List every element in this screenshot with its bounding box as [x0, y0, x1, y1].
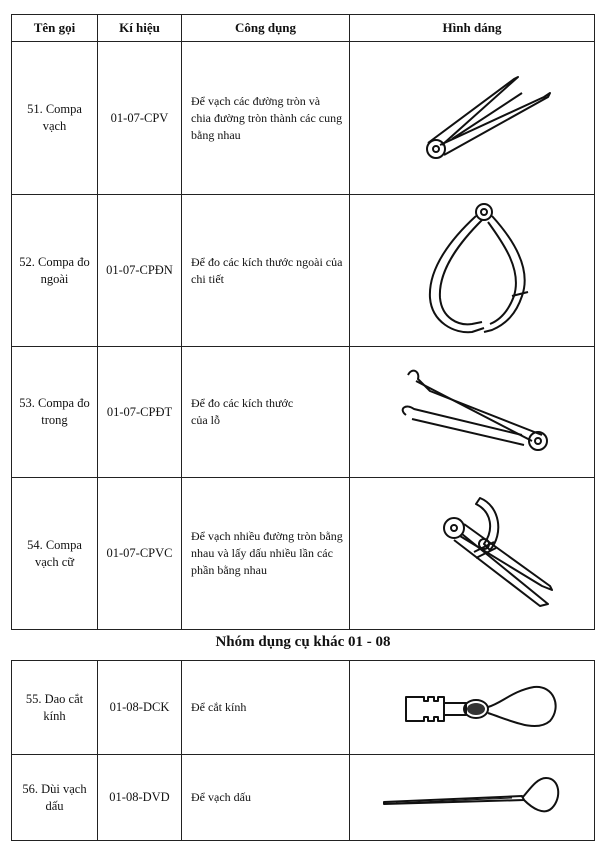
tool-name: 55. Dao cắt kính: [12, 661, 98, 755]
tool-use: Để vạch nhiều đường tròn bằng nhau và lấy dấu nhiều lần các phần bằng nhau: [182, 478, 350, 630]
scribing-compass-icon: [350, 42, 595, 195]
table-row: [12, 661, 595, 755]
scriber-awl-icon: [350, 755, 595, 841]
tool-name: 52. Compa đo ngoài: [12, 195, 98, 347]
tool-use: Để vạch dấu: [182, 755, 350, 841]
outside-caliper-icon: [350, 195, 595, 347]
tool-use: Để cắt kính: [182, 661, 350, 755]
wing-divider-icon: [350, 478, 595, 630]
table-row: [12, 755, 595, 841]
tool-code: 01-07-CPĐT: [98, 347, 182, 478]
tool-name: 56. Dùi vạch dấu: [12, 755, 98, 841]
header-shape: Hình dáng: [350, 15, 595, 42]
table-row: [12, 42, 595, 195]
tool-name: 53. Compa đo trong: [12, 347, 98, 478]
tool-use: Để đo các kích thước ngoài của chi tiết: [182, 195, 350, 347]
tool-code: 01-07-CPĐN: [98, 195, 182, 347]
glass-cutter-icon: [350, 661, 595, 755]
table-row: [12, 195, 595, 347]
tool-use: Để vạch các đường tròn và chia đường tròn thành các cung bằng nhau: [182, 42, 350, 195]
header-use: Công dụng: [182, 15, 350, 42]
header-name: Tên gọi: [12, 15, 98, 42]
inside-caliper-icon: [350, 347, 595, 478]
header-row: [12, 15, 595, 42]
group-title: Nhóm dụng cụ khác 01 - 08: [215, 634, 391, 650]
tool-code: 01-07-CPV: [98, 42, 182, 195]
table-row: [12, 478, 595, 630]
tools-table-01-07: [11, 14, 595, 630]
tool-name: 54. Compa vạch cữ: [12, 478, 98, 630]
tools-table-01-08: [11, 660, 595, 841]
tool-code: 01-08-DVD: [98, 755, 182, 841]
header-code: Kí hiệu: [98, 15, 182, 42]
tool-code: 01-08-DCK: [98, 661, 182, 755]
tool-name: 51. Compa vạch: [12, 42, 98, 195]
tool-code: 01-07-CPVC: [98, 478, 182, 630]
table-row: [12, 347, 595, 478]
tool-use: Để đo các kích thước của lỗ: [182, 347, 350, 478]
